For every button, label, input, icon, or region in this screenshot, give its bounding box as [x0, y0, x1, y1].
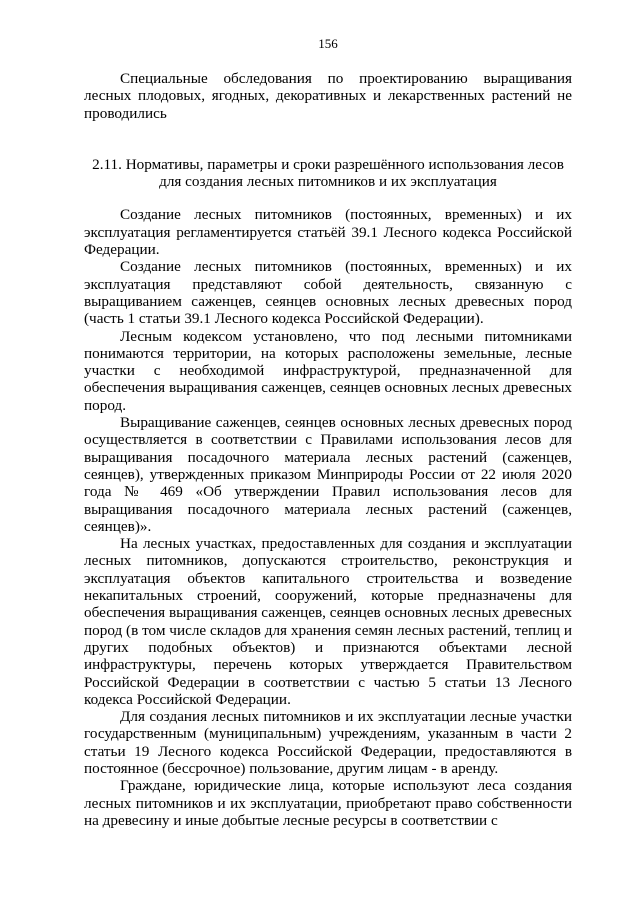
body-paragraph-1: Создание лесных питомников (постоянных, временных) и их эксплуатация регламентируется статьёй 39.1 Лесного кодекса Российской Федерации.	[84, 206, 572, 259]
intro-paragraph: Специальные обследования по проектированию выращивания лесных плодовых, ягодных, декоративных и лекарственных растений не проводились	[84, 70, 572, 122]
body-paragraph-5: На лесных участках, предоставленных для создания и эксплуатации лесных питомников, допускаются строительство, реконструкция и эксплуатация объектов капитального строительства и возведение некапитальных строений, сооружений, которые предназначены для обеспечения выращивания саженцев, сеянцев основных лесных древесных пород (в том числе складов для хранения семян лесных растений, теплиц и других подобных объектов) и признаются объектами лесной инфраструктуры, перечень которых утверждается Правительством Российской Федерации в соответствии с частью 5 статьи 13 Лесного кодекса Российской Федерации.	[84, 535, 572, 708]
body-paragraph-6: Для создания лесных питомников и их эксплуатации лесные участки государственным (муниципальным) учреждениям, указанным в части 2 статьи 19 Лесного кодекса Российской Федерации, предоставляются в постоянное (бессрочное) пользование, другим лицам - в аренду.	[84, 708, 572, 777]
document-page	[84, 36, 572, 829]
section-heading: 2.11. Нормативы, параметры и сроки разрешённого использования лесов для создания лесных питомников и их эксплуатация	[92, 155, 564, 191]
body-paragraph-7: Граждане, юридические лица, которые используют леса создания лесных питомников и их эксплуатации, приобретают право собственности на древесину и иные добытые лесные ресурсы в соответствии с	[84, 777, 572, 829]
body-paragraph-3: Лесным кодексом установлено, что под лесными питомниками понимаются территории, на которых расположены земельные, лесные участки с необходимой инфраструктурой, предназначенной для обеспечения выращивания саженцев, сеянцев основных лесных древесных пород.	[84, 327, 572, 414]
page-number: 156	[318, 36, 338, 51]
body-paragraph-2: Создание лесных питомников (постоянных, временных) и их эксплуатация представляют собой деятельность, связанную с выращиванием саженцев, сеянцев основных лесных древесных пород (часть 1 статьи 39.1 Лесного кодекса Российской Федерации).	[84, 258, 572, 328]
body-paragraph-4: Выращивание саженцев, сеянцев основных лесных древесных пород осуществляется в соответствии с Правилами использования лесов для выращивания посадочного материала лесных растений (саженцев, сеянцев), утвержденных приказом Минприроды России от 22 июля 2020 года № 469 «Об утверждении Правил использования лесов для выращивания посадочного материала лесных растений (саженцев, сеянцев)».	[84, 414, 572, 535]
